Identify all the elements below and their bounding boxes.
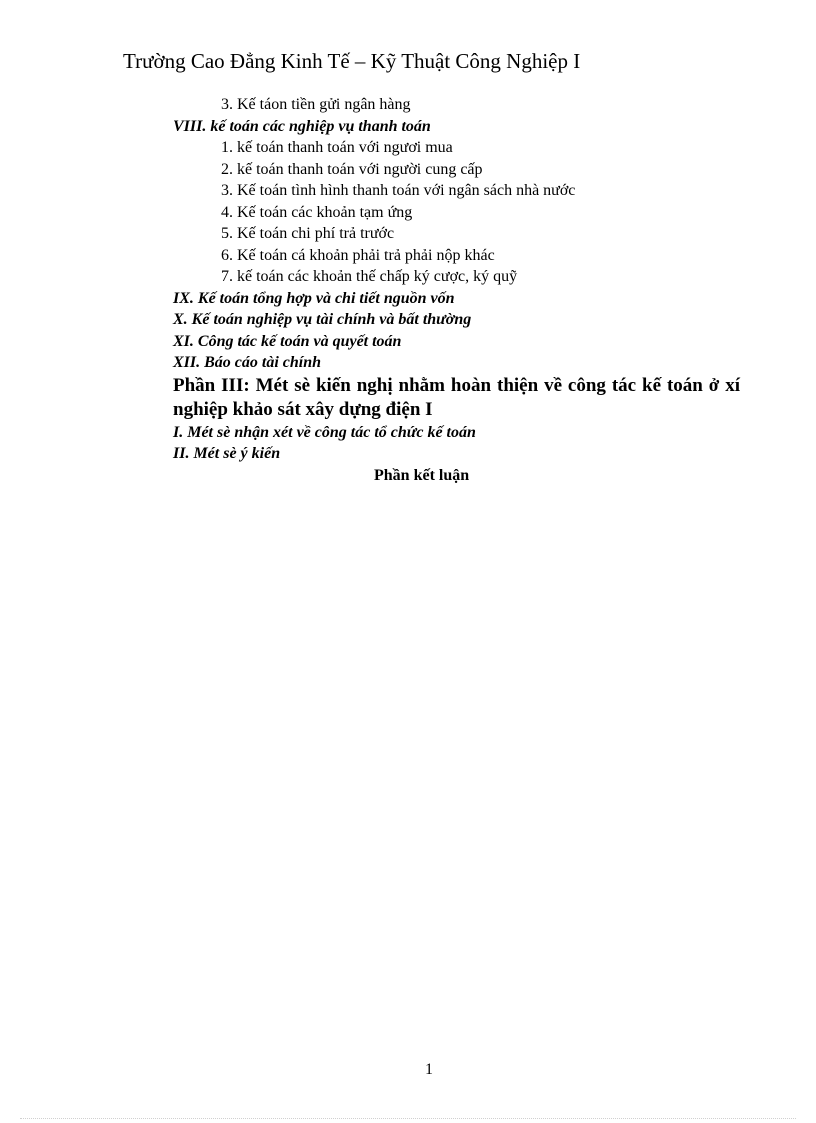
toc-item: 2. kế toán thanh toán với người cung cấp <box>221 160 483 178</box>
page-header: Trường Cao Đẳng Kinh Tế – Kỹ Thuật Công Nghiệp I <box>123 49 581 73</box>
toc-section-heading: VIII. kế toán các nghiệp vụ thanh toán <box>173 117 431 135</box>
toc-item: 4. Kế toán các khoản tạm ứng <box>221 203 413 221</box>
page-bottom-divider <box>20 1118 796 1119</box>
toc-section-heading: I. Mét sè nhận xét về công tác tổ chức kế toán <box>173 423 476 441</box>
toc-section-heading: XI. Công tác kế toán và quyết toán <box>173 332 402 350</box>
toc-section-heading: II. Mét sè ý kiến <box>173 445 281 462</box>
toc-item: 5. Kế toán chi phí trả trước <box>221 225 395 242</box>
toc-conclusion: Phần kết luận <box>374 466 470 484</box>
toc-part-heading <box>0 374 816 422</box>
toc-item: 6. Kế toán cá khoản phải trả phải nộp khác <box>221 246 495 264</box>
table-of-contents <box>0 94 816 486</box>
part-iii-title: Phần III: Mét sè kiến nghị nhằm hoàn thiện về công tác kế toán ở xí nghiệp khảo sát xây dựng điện I <box>173 374 740 420</box>
toc-section-heading: IX. Kế toán tổng hợp và chi tiết nguồn vốn <box>173 289 455 307</box>
toc-item: 7. kế toán các khoản thế chấp ký cược, ký quỹ <box>221 268 518 285</box>
toc-section-heading: XII. Báo cáo tài chính <box>173 354 322 371</box>
toc-item: 1. kế toán thanh toán với ngươi mua <box>221 139 453 156</box>
page-number: 1 <box>425 1061 433 1078</box>
toc-section-heading: X. Kế toán nghiệp vụ tài chính và bất thường <box>173 311 472 328</box>
toc-item: 3. Kế toán tình hình thanh toán với ngân sách nhà nước <box>221 182 576 199</box>
toc-item: 3. Kế táon tiền gửi ngân hàng <box>221 96 411 113</box>
